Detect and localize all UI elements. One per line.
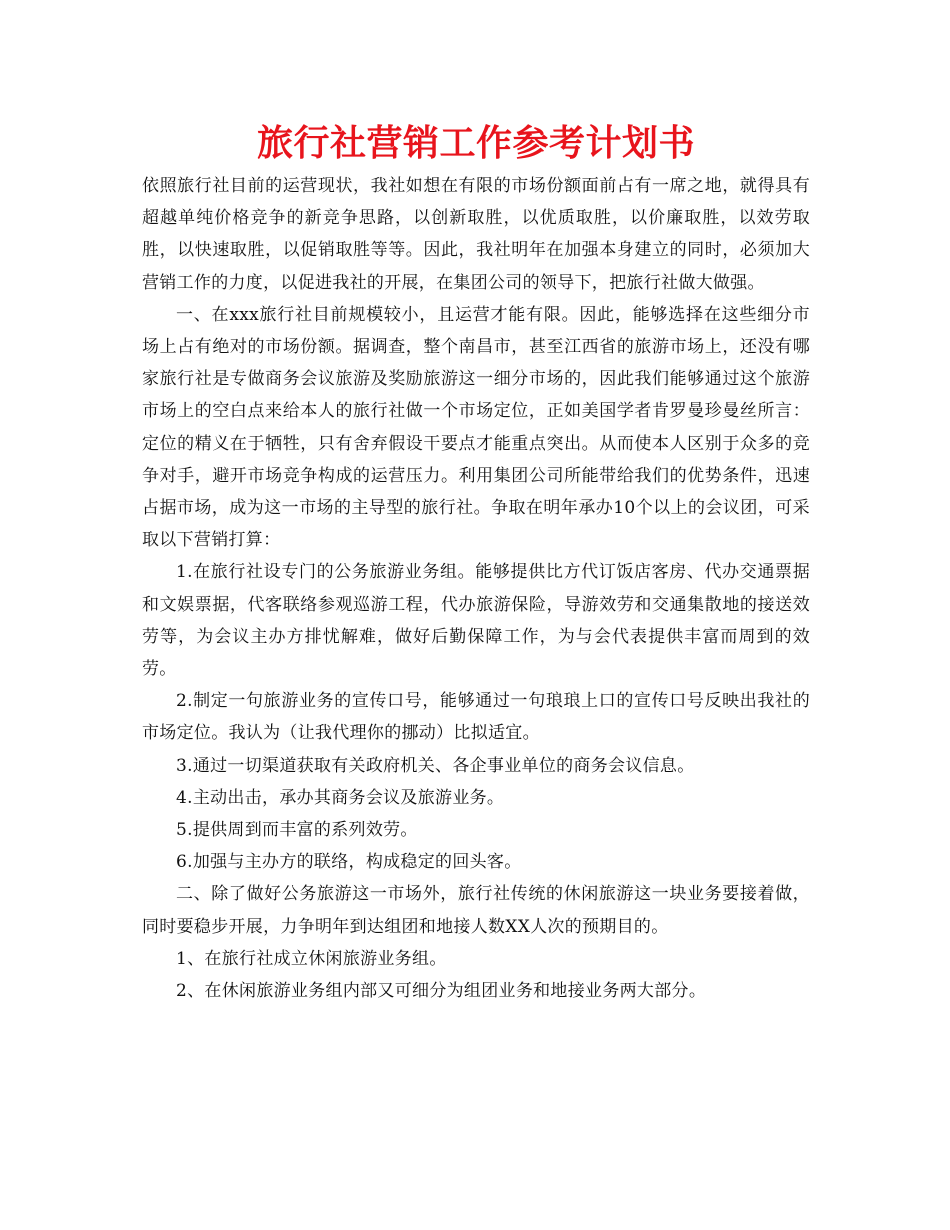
list-item-leisure-2: 2、在休闲旅游业务组内部又可细分为组团业务和地接业务两大部分。 — [176, 981, 707, 1002]
list-item-5: 5.提供周到而丰富的系列效劳。 — [176, 820, 418, 841]
document-title: 旅行社营销工作参考计划书 — [256, 123, 695, 164]
list-item-3: 3.通过一切渠道获取有关政府机关、各企事业单位的商务会议信息。 — [176, 755, 695, 776]
paragraph-section-one: 一、在xxx旅行社目前规模较小，且运营才能有限。因此，能够选择在这些细分市场上占有绝对的市场份额。据调查，整个南昌市，甚至江西省的旅游市场上，还没有哪家旅行社是专做商务会议旅游及奖励旅游这一细分市场的，因此我们能够通过这个旅游市场上的空白点来给本人的旅行社做一个市场定位，正如美国学者肯罗曼珍曼丝所言：定位的精义在于牺牲，只有舍弃假设干要点才能重点突出。从而使本人区别于众多的竞争对手，避开市场竞争构成的运营压力。利用集团公司所能带给我们的优势条件，迅速占据市场，成为这一市场的主导型的旅行社。争取在明年承办10个以上的会议团，可采取以下营销打算： — [142, 304, 810, 551]
paragraph-section-two: 二、除了做好公务旅游这一市场外，旅行社传统的休闲旅游这一块业务要接着做，同时要稳步开展，力争明年到达组团和地接人数XX人次的预期目的。 — [142, 884, 810, 937]
list-item-leisure-1: 1、在旅行社成立休闲旅游业务组。 — [176, 948, 447, 969]
list-item-2: 2.制定一句旅游业务的宣传口号，能够通过一句琅琅上口的宣传口号反映出我社的市场定位。我认为（让我代理你的挪动）比拟适宜。 — [142, 691, 810, 744]
list-item-6: 6.加强与主办方的联络，构成稳定的回头客。 — [176, 852, 522, 873]
list-item-4: 4.主动出击，承办其商务会议及旅游业务。 — [176, 787, 505, 808]
paragraph-intro: 依照旅行社目前的运营现状，我社如想在有限的市场份额面前占有一席之地，就得具有超越单纯价格竞争的新竞争思路，以创新取胜，以优质取胜，以价廉取胜，以效劳取胜，以快速取胜，以促销取胜等等。因此，我社明年在加强本身建立的同时，必须加大营销工作的力度，以促进我社的开展，在集团公司的领导下，把旅行社做大做强。 — [142, 176, 810, 293]
document-page — [142, 118, 810, 1007]
list-item-1: 1.在旅行社设专门的公务旅游业务组。能够提供比方代订饭店客房、代办交通票据和文娱票据，代客联络参观巡游工程，代办旅游保险，导游效劳和交通集散地的接送效劳等，为会议主办方排忧解难，做好后勤保障工作，为与会代表提供丰富而周到的效劳。 — [142, 562, 810, 680]
